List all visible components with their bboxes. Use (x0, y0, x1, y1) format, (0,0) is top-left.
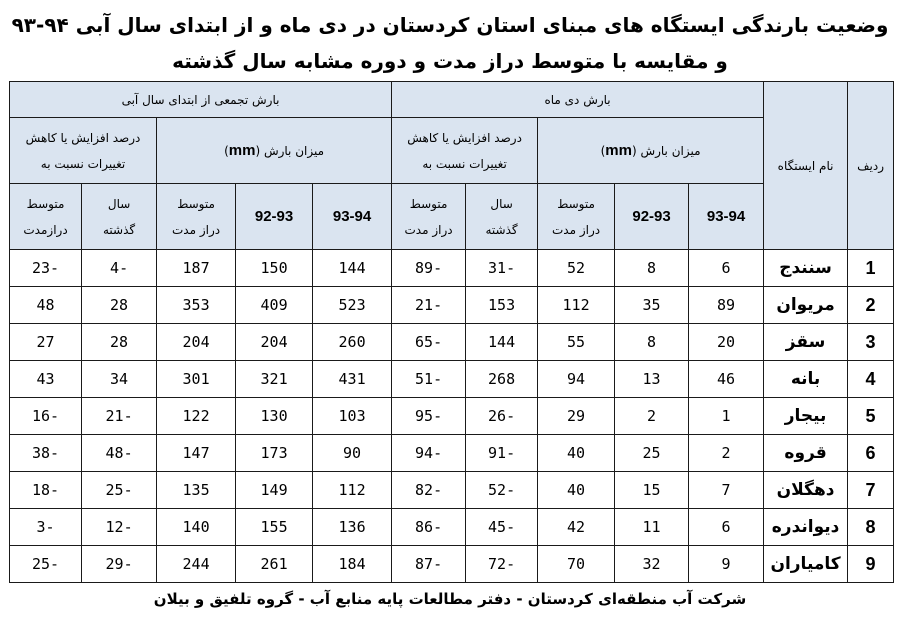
cum-9293: 173 (236, 435, 313, 472)
dey-avg: 40 (538, 472, 615, 509)
cum-change-long-term: 43 (10, 361, 82, 398)
dey-change-long-term: -95 (392, 398, 466, 435)
header-dey-avg: متوسط دراز مدت (538, 184, 615, 250)
header-cumulative-rain: بارش تجمعی از ابتدای سال آبی (10, 82, 392, 118)
row-number: 9 (848, 546, 894, 583)
dey-change-last-year: -52 (466, 472, 538, 509)
row-number: 7 (848, 472, 894, 509)
row-number: 5 (848, 398, 894, 435)
dey-change-last-year: 153 (466, 287, 538, 324)
station-name: مریوان (764, 287, 848, 324)
cum-change-long-term: -25 (10, 546, 82, 583)
rainfall-table (9, 81, 894, 583)
dey-9394: 2 (689, 435, 764, 472)
page-subtitle: و مقایسه با متوسط دراز مدت و دوره مشابه سال گذشته (172, 49, 728, 73)
dey-change-long-term: -87 (392, 546, 466, 583)
dey-avg: 40 (538, 435, 615, 472)
cum-change-long-term: -16 (10, 398, 82, 435)
table-row (10, 509, 894, 546)
cum-avg: 187 (157, 250, 236, 287)
dey-change-last-year: -31 (466, 250, 538, 287)
header-dey-rain-amount: میزان بارش (mm) (538, 118, 764, 184)
table-row (10, 546, 894, 583)
dey-change-long-term: -51 (392, 361, 466, 398)
dey-avg: 42 (538, 509, 615, 546)
station-name: سنندج (764, 250, 848, 287)
header-station: نام ایستگاه (764, 82, 848, 250)
table-row (10, 398, 894, 435)
header-dey-last-year: سال گذشته (466, 184, 538, 250)
dey-9293: 2 (615, 398, 689, 435)
dey-change-last-year: -26 (466, 398, 538, 435)
cum-change-long-term: 48 (10, 287, 82, 324)
dey-9394: 1 (689, 398, 764, 435)
cum-change-long-term: -38 (10, 435, 82, 472)
cum-9394: 144 (313, 250, 392, 287)
cum-avg: 244 (157, 546, 236, 583)
dey-change-long-term: -65 (392, 324, 466, 361)
header-row-3 (10, 184, 894, 250)
dey-change-last-year: -45 (466, 509, 538, 546)
header-dey-change: درصد افزایش یا کاهش تغییرات نسبت به (392, 118, 538, 184)
header-row-1 (10, 82, 894, 118)
cum-change-last-year: -29 (82, 546, 157, 583)
dey-9293: 11 (615, 509, 689, 546)
dey-change-last-year: 144 (466, 324, 538, 361)
header-cum-9293: 92-93 (236, 184, 313, 250)
table-row (10, 324, 894, 361)
dey-avg: 94 (538, 361, 615, 398)
cum-9293: 204 (236, 324, 313, 361)
dey-9394: 7 (689, 472, 764, 509)
cum-change-long-term: -23 (10, 250, 82, 287)
cum-9293: 155 (236, 509, 313, 546)
cum-9394: 136 (313, 509, 392, 546)
cum-change-last-year: -25 (82, 472, 157, 509)
dey-9394: 9 (689, 546, 764, 583)
dey-9293: 13 (615, 361, 689, 398)
dey-avg: 29 (538, 398, 615, 435)
row-number: 6 (848, 435, 894, 472)
dey-9394: 6 (689, 250, 764, 287)
page-title: وضعیت بارندگی ایستگاه های مبنای استان کردستان در دی ماه و از ابتدای سال آبی ۹۴-۹۳ (11, 13, 889, 37)
table-row (10, 287, 894, 324)
header-cum-rain-amount: میزان بارش (mm) (157, 118, 392, 184)
row-number: 4 (848, 361, 894, 398)
cum-9394: 523 (313, 287, 392, 324)
cum-change-last-year: 28 (82, 324, 157, 361)
dey-9293: 8 (615, 250, 689, 287)
header-dey-long-term: متوسط دراز مدت (392, 184, 466, 250)
cum-9394: 184 (313, 546, 392, 583)
cum-9394: 431 (313, 361, 392, 398)
dey-9293: 15 (615, 472, 689, 509)
station-name: قروه (764, 435, 848, 472)
station-name: دهگلان (764, 472, 848, 509)
dey-change-long-term: -89 (392, 250, 466, 287)
dey-avg: 55 (538, 324, 615, 361)
dey-9293: 8 (615, 324, 689, 361)
cum-avg: 204 (157, 324, 236, 361)
row-number: 2 (848, 287, 894, 324)
header-dey-9394: 93-94 (689, 184, 764, 250)
dey-change-last-year: 268 (466, 361, 538, 398)
station-name: دیواندره (764, 509, 848, 546)
cum-change-last-year: -12 (82, 509, 157, 546)
dey-change-long-term: -86 (392, 509, 466, 546)
cum-9394: 103 (313, 398, 392, 435)
dey-9394: 6 (689, 509, 764, 546)
station-name: بانه (764, 361, 848, 398)
dey-change-long-term: -21 (392, 287, 466, 324)
station-name: کامیاران (764, 546, 848, 583)
header-cum-avg: متوسط دراز مدت (157, 184, 236, 250)
cum-change-last-year: 28 (82, 287, 157, 324)
cum-9394: 112 (313, 472, 392, 509)
header-row-2 (10, 118, 894, 184)
cum-9293: 130 (236, 398, 313, 435)
cum-avg: 135 (157, 472, 236, 509)
dey-9293: 25 (615, 435, 689, 472)
header-cum-long-term: متوسط درازمدت (10, 184, 82, 250)
header-cum-9394: 93-94 (313, 184, 392, 250)
table-row (10, 435, 894, 472)
cum-change-last-year: -48 (82, 435, 157, 472)
table-row (10, 361, 894, 398)
cum-9394: 260 (313, 324, 392, 361)
cum-avg: 122 (157, 398, 236, 435)
cum-9394: 90 (313, 435, 392, 472)
cum-9293: 149 (236, 472, 313, 509)
header-cum-change: درصد افزایش یا کاهش تغییرات نسبت به (10, 118, 157, 184)
header-cum-last-year: سال گذشته (82, 184, 157, 250)
dey-change-last-year: -91 (466, 435, 538, 472)
cum-9293: 150 (236, 250, 313, 287)
cum-avg: 147 (157, 435, 236, 472)
cum-avg: 301 (157, 361, 236, 398)
cum-change-last-year: -21 (82, 398, 157, 435)
cum-change-last-year: -4 (82, 250, 157, 287)
station-name: سقز (764, 324, 848, 361)
dey-avg: 70 (538, 546, 615, 583)
footer-credit: شرکت آب منطقه‌ای کردستان - دفتر مطالعات پایه منابع آب - گروه تلفیق و بیلان (153, 590, 747, 608)
header-dey-9293: 92-93 (615, 184, 689, 250)
cum-9293: 261 (236, 546, 313, 583)
table-row (10, 472, 894, 509)
dey-change-long-term: -82 (392, 472, 466, 509)
dey-9394: 89 (689, 287, 764, 324)
cum-avg: 353 (157, 287, 236, 324)
dey-9293: 35 (615, 287, 689, 324)
header-dey-rain: بارش دی ماه (392, 82, 764, 118)
table-row (10, 250, 894, 287)
dey-avg: 112 (538, 287, 615, 324)
header-row-no: ردیف (848, 82, 894, 250)
cum-9293: 321 (236, 361, 313, 398)
dey-change-long-term: -94 (392, 435, 466, 472)
row-number: 3 (848, 324, 894, 361)
dey-change-last-year: -72 (466, 546, 538, 583)
cum-9293: 409 (236, 287, 313, 324)
row-number: 1 (848, 250, 894, 287)
dey-avg: 52 (538, 250, 615, 287)
dey-9293: 32 (615, 546, 689, 583)
cum-change-last-year: 34 (82, 361, 157, 398)
dey-9394: 46 (689, 361, 764, 398)
cum-avg: 140 (157, 509, 236, 546)
cum-change-long-term: 27 (10, 324, 82, 361)
cum-change-long-term: -18 (10, 472, 82, 509)
dey-9394: 20 (689, 324, 764, 361)
station-name: بیجار (764, 398, 848, 435)
cum-change-long-term: -3 (10, 509, 82, 546)
row-number: 8 (848, 509, 894, 546)
